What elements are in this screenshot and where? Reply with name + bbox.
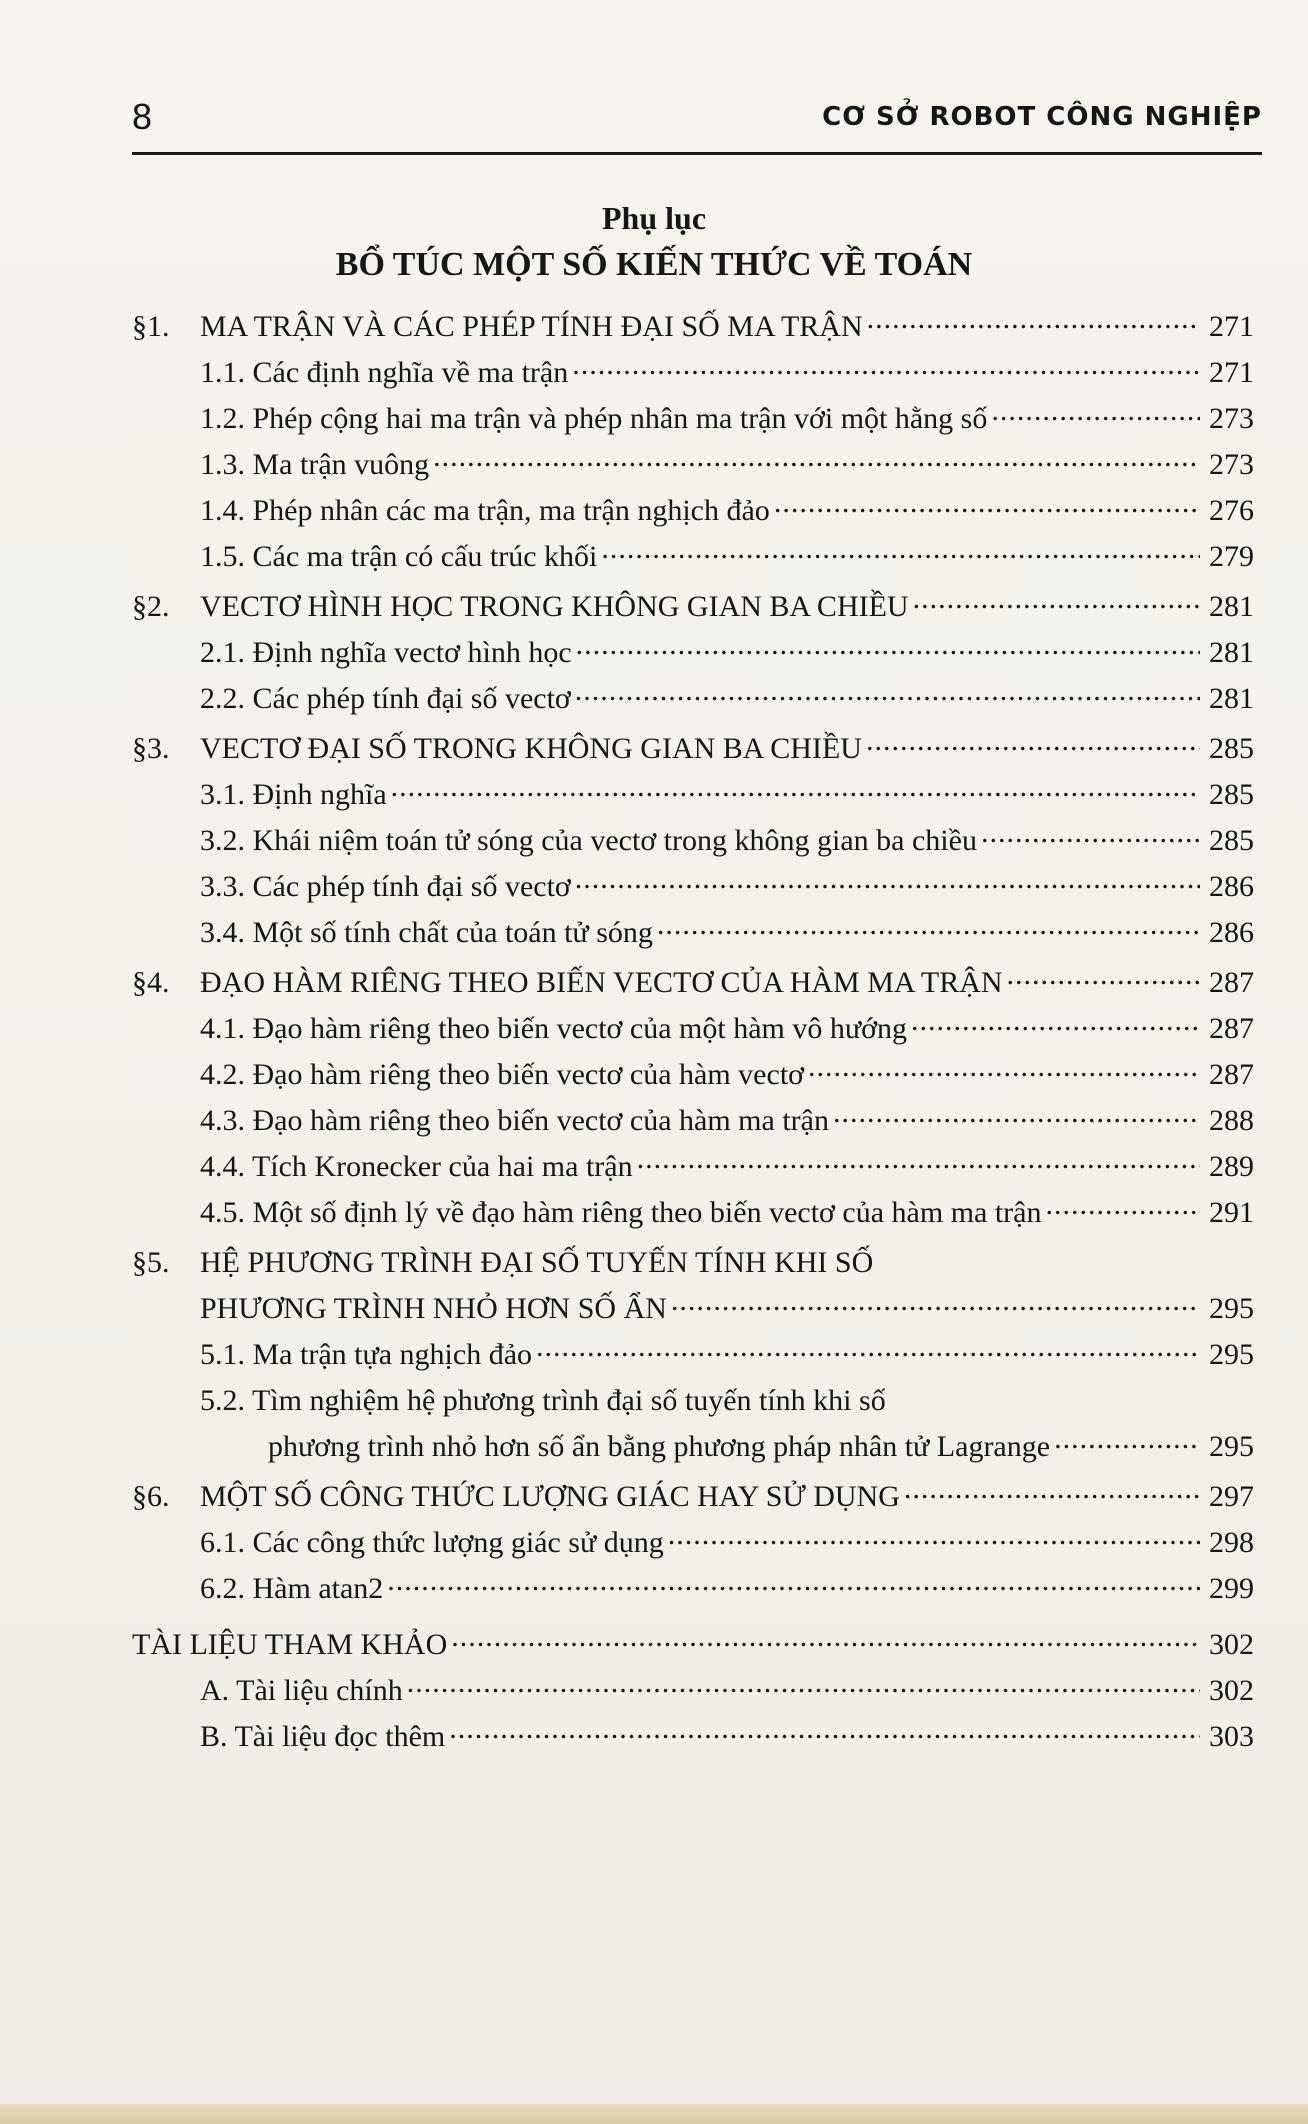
- toc-section-number: §6.: [132, 1480, 170, 1513]
- toc-leader-dots: [637, 1146, 1200, 1176]
- toc-subsection-title: 5.2. Tìm nghiệm hệ phương trình đại số tuyến tính khi số: [200, 1384, 886, 1417]
- toc-subsection-title: 4.4. Tích Kronecker của hai ma trận: [200, 1150, 633, 1183]
- toc-section-6: [132, 1474, 1254, 1520]
- toc-subsection: [132, 1144, 1254, 1190]
- toc-page-number: 281: [1209, 590, 1254, 623]
- toc-section-number: §4.: [132, 966, 170, 999]
- toc-leader-dots: [449, 1716, 1200, 1746]
- toc-subsection: [132, 1098, 1254, 1144]
- toc-page-number: 273: [1209, 402, 1254, 435]
- toc-page-number: 302: [1209, 1674, 1254, 1707]
- toc-section-title: HỆ PHƯƠNG TRÌNH ĐẠI SỐ TUYẾN TÍNH KHI SỐ: [200, 1246, 874, 1279]
- toc-section-title: MA TRẬN VÀ CÁC PHÉP TÍNH ĐẠI SỐ MA TRẬN: [200, 310, 863, 343]
- toc-leader-dots: [671, 1288, 1200, 1318]
- toc-leader-dots: [981, 820, 1200, 850]
- toc-subsection: [132, 350, 1254, 396]
- toc-section-number: §3.: [132, 732, 170, 765]
- toc-subsection: [132, 1668, 1254, 1714]
- toc-page-number: 303: [1209, 1720, 1254, 1753]
- toc-subsection-title: 6.1. Các công thức lượng giác sử dụng: [200, 1526, 664, 1559]
- page-bottom-edge: [0, 2104, 1308, 2124]
- toc-section-number: §1.: [132, 310, 170, 343]
- toc-page-number: 302: [1209, 1628, 1254, 1661]
- toc-leader-dots: [1054, 1426, 1200, 1456]
- toc-section-5: [132, 1240, 1254, 1286]
- toc-page-number: 287: [1209, 1058, 1254, 1091]
- toc-page-number: 271: [1209, 310, 1254, 343]
- toc-subsection-title: 1.5. Các ma trận có cấu trúc khối: [200, 540, 598, 573]
- toc-section-4: [132, 960, 1254, 1006]
- toc-section-title: PHƯƠNG TRÌNH NHỎ HƠN SỐ ẨN: [200, 1292, 667, 1325]
- toc-leader-dots: [913, 586, 1200, 616]
- toc-subsection: [132, 534, 1254, 580]
- toc-subsection-title: 2.2. Các phép tính đại số vectơ: [200, 682, 571, 715]
- toc-page-number: 297: [1209, 1480, 1254, 1513]
- toc-page-number: 273: [1209, 448, 1254, 481]
- toc-subsection: [132, 818, 1254, 864]
- toc-subsection: [132, 910, 1254, 956]
- toc-subsection: [132, 630, 1254, 676]
- toc-page-number: 291: [1209, 1196, 1254, 1229]
- toc-subsection-title: 3.3. Các phép tính đại số vectơ: [200, 870, 571, 903]
- toc-leader-dots: [1007, 962, 1200, 992]
- toc-subsection-title: 1.1. Các định nghĩa về ma trận: [200, 356, 569, 389]
- toc-page-number: 299: [1209, 1572, 1254, 1605]
- toc-subsection-continued: [132, 1424, 1254, 1470]
- toc-page-number: 285: [1209, 824, 1254, 857]
- toc-page-number: 287: [1209, 966, 1254, 999]
- toc-subsection-title: A. Tài liệu chính: [200, 1674, 403, 1707]
- toc-leader-dots: [668, 1522, 1200, 1552]
- page-header: [132, 92, 1262, 155]
- toc-subsection-title: 4.3. Đạo hàm riêng theo biến vectơ của hàm ma trận: [200, 1104, 829, 1137]
- toc-subsection: [132, 396, 1254, 442]
- toc-page-number: 286: [1209, 870, 1254, 903]
- toc-page-number: 285: [1209, 732, 1254, 765]
- toc-leader-dots: [536, 1334, 1200, 1364]
- toc-leader-dots: [657, 912, 1200, 942]
- page-number: 8: [132, 96, 153, 137]
- toc-leader-dots: [387, 1568, 1200, 1598]
- toc-section-title-continued: [132, 1286, 1254, 1332]
- toc-page-number: 281: [1209, 682, 1254, 715]
- toc-subsection: [132, 1190, 1254, 1236]
- toc-subsection: [132, 772, 1254, 818]
- toc-subsection-title: phương trình nhỏ hơn số ẩn bằng phương pháp nhân tử Lagrange: [268, 1430, 1051, 1463]
- toc-subsection-title: B. Tài liệu đọc thêm: [200, 1720, 446, 1753]
- toc-subsection-title: 4.1. Đạo hàm riêng theo biến vectơ của một hàm vô hướng: [200, 1012, 907, 1045]
- toc-subsection: [132, 676, 1254, 722]
- toc-leader-dots: [391, 774, 1200, 804]
- toc-subsection-title: 4.2. Đạo hàm riêng theo biến vectơ của hàm vectơ: [200, 1058, 805, 1091]
- toc-subsection: [132, 1052, 1254, 1098]
- toc-section-title: ĐẠO HÀM RIÊNG THEO BIẾN VECTƠ CỦA HÀM MA TRẬN: [200, 966, 1003, 999]
- toc-leader-dots: [774, 490, 1200, 520]
- toc-subsection: [132, 442, 1254, 488]
- toc-page-number: 279: [1209, 540, 1254, 573]
- toc-references: [132, 1622, 1254, 1668]
- toc-subsection-title: 3.2. Khái niệm toán tử sóng của vectơ trong không gian ba chiều: [200, 824, 977, 857]
- toc-subsection-title: 3.4. Một số tính chất của toán tử sóng: [200, 916, 653, 949]
- toc-subsection-title: 4.5. Một số định lý về đạo hàm riêng theo biến vectơ của hàm ma trận: [200, 1196, 1042, 1229]
- toc-subsection-title: 3.1. Định nghĩa: [200, 778, 387, 811]
- toc-leader-dots: [451, 1624, 1200, 1654]
- toc-subsection: [132, 1520, 1254, 1566]
- toc-leader-dots: [808, 1054, 1200, 1084]
- toc-leader-dots: [575, 678, 1200, 708]
- toc-leader-dots: [867, 306, 1200, 336]
- toc-leader-dots: [575, 866, 1200, 896]
- toc-page-number: 288: [1209, 1104, 1254, 1137]
- toc-leader-dots: [576, 632, 1200, 662]
- toc-leader-dots: [572, 352, 1200, 382]
- toc-page-number: 295: [1209, 1338, 1254, 1371]
- toc-subsection: [132, 1378, 1254, 1424]
- toc-subsection-title: 1.2. Phép cộng hai ma trận và phép nhân ma trận với một hằng số: [200, 402, 988, 435]
- toc-leader-dots: [407, 1670, 1200, 1700]
- toc-subsection-title: 2.1. Định nghĩa vectơ hình học: [200, 636, 572, 669]
- toc-section-number: §2.: [132, 590, 170, 623]
- toc-leader-dots: [904, 1476, 1200, 1506]
- toc-page-number: 289: [1209, 1150, 1254, 1183]
- toc-subsection: [132, 864, 1254, 910]
- appendix-label: Phụ lục: [601, 200, 707, 236]
- toc-page-number: 295: [1209, 1430, 1254, 1463]
- toc-leader-dots: [991, 398, 1200, 428]
- toc-subsection-title: 1.4. Phép nhân các ma trận, ma trận nghịch đảo: [200, 494, 770, 527]
- toc-subsection-title: 6.2. Hàm atan2: [200, 1572, 384, 1605]
- toc-section-2: [132, 584, 1254, 630]
- toc-section-title: VECTƠ HÌNH HỌC TRONG KHÔNG GIAN BA CHIỀU: [200, 590, 909, 623]
- toc-leader-dots: [433, 444, 1200, 474]
- toc-leader-dots: [866, 728, 1200, 758]
- toc-subsection: [132, 1566, 1254, 1612]
- table-of-contents: [132, 300, 1254, 1760]
- toc-page-number: 287: [1209, 1012, 1254, 1045]
- toc-subsection: [132, 1006, 1254, 1052]
- toc-section-title: VECTƠ ĐẠI SỐ TRONG KHÔNG GIAN BA CHIỀU: [200, 732, 862, 765]
- toc-page-number: 276: [1209, 494, 1254, 527]
- toc-section-number: §5.: [132, 1246, 170, 1279]
- toc-page-number: 285: [1209, 778, 1254, 811]
- toc-subsection-title: 1.3. Ma trận vuông: [200, 448, 430, 481]
- toc-leader-dots: [833, 1100, 1200, 1130]
- toc-subsection: [132, 488, 1254, 534]
- toc-subsection-title: 5.1. Ma trận tựa nghịch đảo: [200, 1338, 533, 1371]
- toc-section-1: [132, 304, 1254, 350]
- toc-page-number: 286: [1209, 916, 1254, 949]
- toc-leader-dots: [911, 1008, 1200, 1038]
- toc-leader-dots: [601, 536, 1200, 566]
- toc-section-3: [132, 726, 1254, 772]
- toc-page-number: 295: [1209, 1292, 1254, 1325]
- toc-section-title: MỘT SỐ CÔNG THỨC LƯỢNG GIÁC HAY SỬ DỤNG: [200, 1480, 900, 1513]
- toc-subsection: [132, 1714, 1254, 1760]
- toc-subsection: [132, 1332, 1254, 1378]
- running-title: CƠ SỞ ROBOT CÔNG NGHIỆP: [822, 102, 1262, 132]
- toc-page-number: 298: [1209, 1526, 1254, 1559]
- toc-section-title: TÀI LIỆU THAM KHẢO: [132, 1628, 448, 1661]
- toc-page-number: 281: [1209, 636, 1254, 669]
- appendix-title: BỔ TÚC MỘT SỐ KIẾN THỨC VỀ TOÁN: [335, 246, 973, 283]
- toc-leader-dots: [1045, 1192, 1200, 1222]
- toc-page-number: 271: [1209, 356, 1254, 389]
